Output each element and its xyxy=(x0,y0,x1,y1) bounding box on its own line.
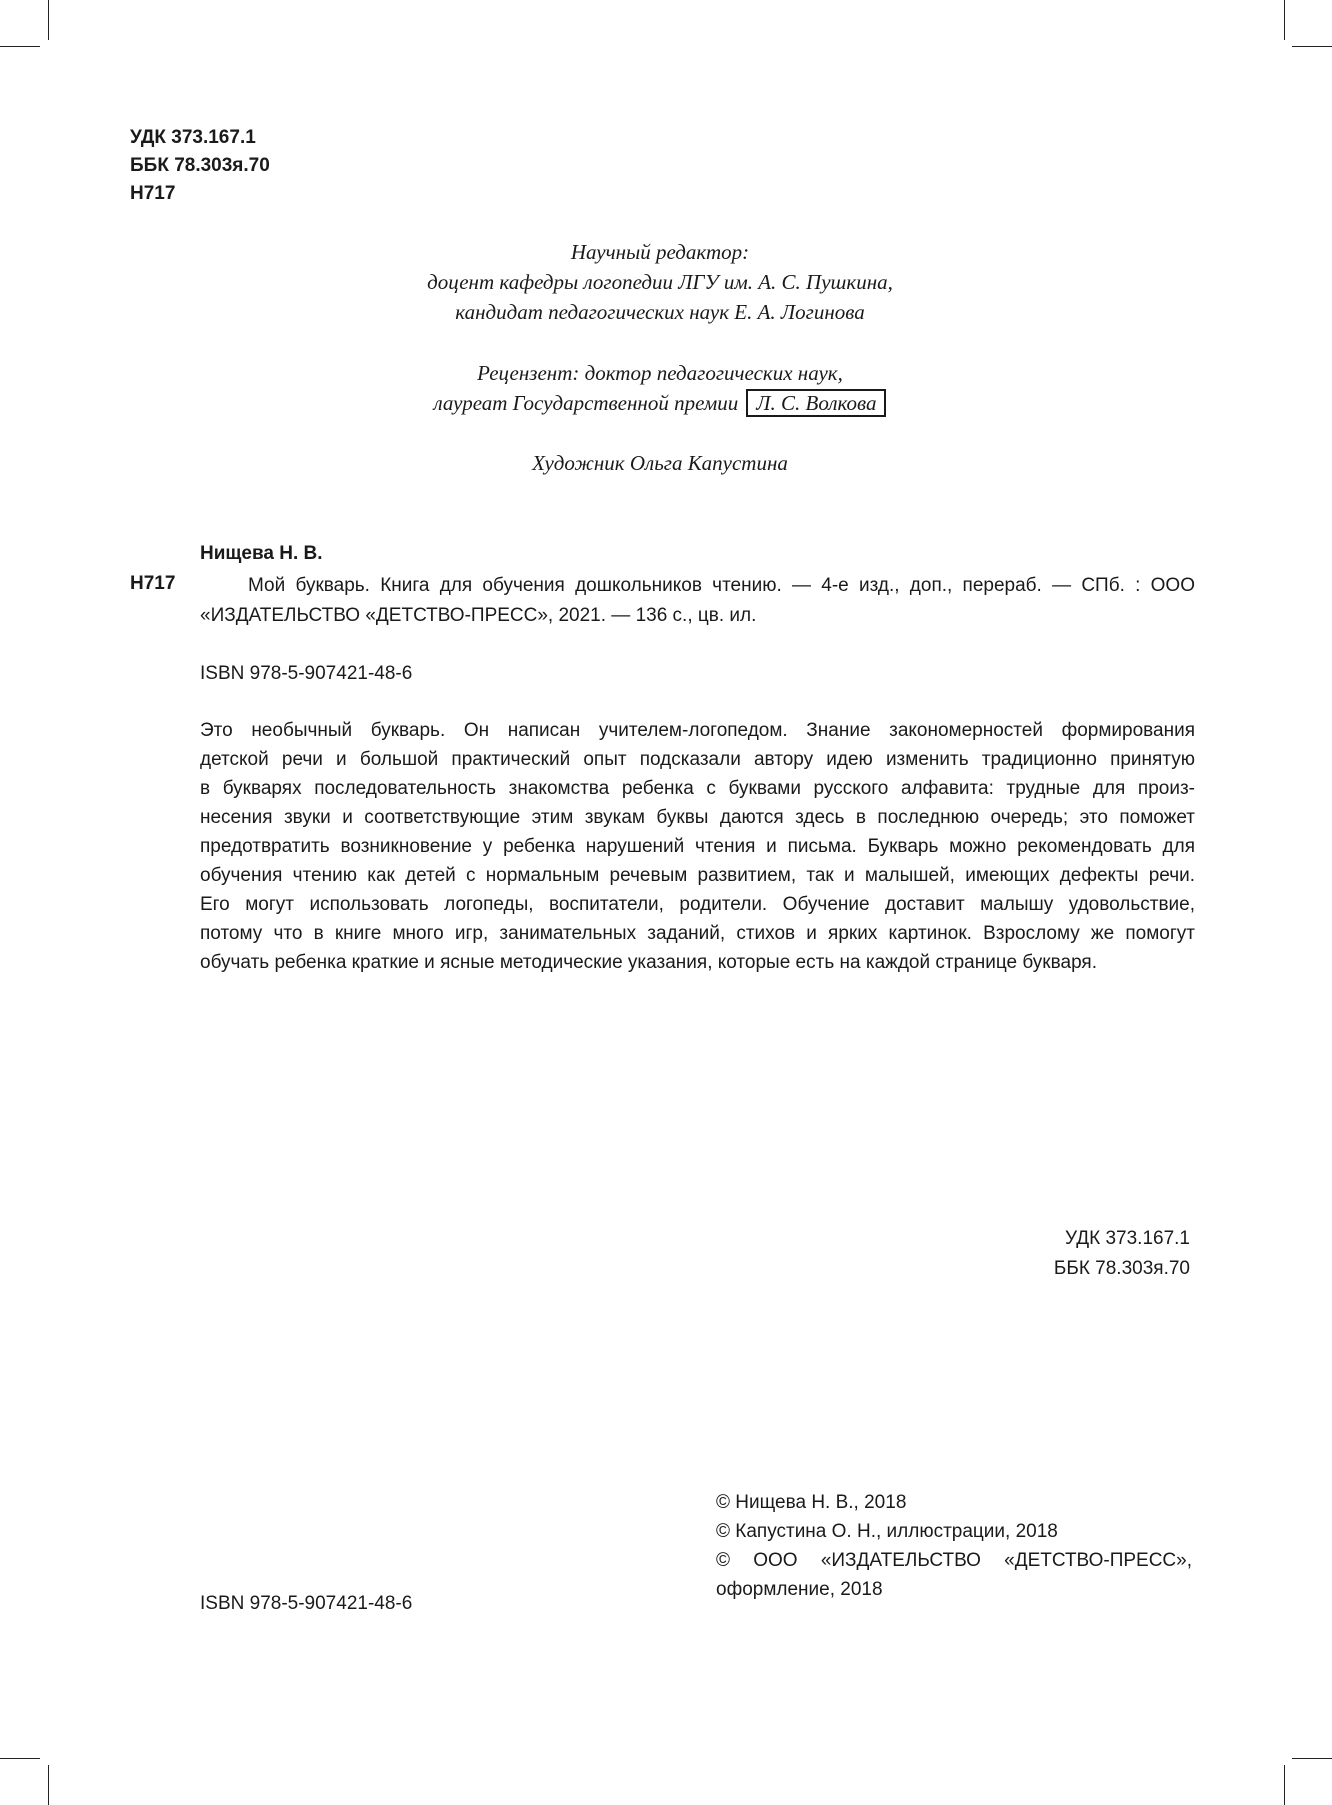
bib-description xyxy=(200,571,1195,631)
reviewer-title: лауреат Государственной премии xyxy=(433,391,739,415)
crop-mark xyxy=(0,1758,40,1759)
bib-line: «ИЗДАТЕЛЬСТВО «ДЕТСТВО-ПРЕСС», 2021. — 136 с., цв. ил. xyxy=(200,605,757,626)
author-mark: Н717 xyxy=(130,183,176,204)
artist-credit xyxy=(300,448,1020,478)
artist-line: Художник Ольга Капустина xyxy=(532,451,788,475)
annotation-line: потому что в книге много игр, занимательных заданий, стихов и ярких картинок. Взрослому же помогут xyxy=(200,923,1195,944)
editor-line: доцент кафедры логопедии ЛГУ им. А. С. Пушкина, xyxy=(427,270,893,294)
annotation-line: несения звуки и соответствующие этим звукам буквы даются здесь в последнюю очередь; это поможет xyxy=(200,807,1195,828)
annotation xyxy=(200,716,1195,977)
reviewer-line: Рецензент: доктор педагогических наук, xyxy=(477,361,843,385)
reviewer-line xyxy=(300,388,1020,418)
classification-codes-top xyxy=(130,124,270,208)
udk-code: УДК 373.167.1 xyxy=(1065,1228,1190,1249)
classification-codes-right xyxy=(1054,1224,1190,1284)
crop-mark xyxy=(1284,1765,1285,1805)
copyright-line: © Капустина О. Н., иллюстрации, 2018 xyxy=(716,1521,1058,1542)
reviewer-name-box: Л. С. Волкова xyxy=(746,389,886,417)
crop-mark xyxy=(1292,1758,1332,1759)
bib-author: Нищева Н. В. xyxy=(200,543,323,564)
editor-credits xyxy=(300,237,1020,327)
copyright-line: © Нищева Н. В., 2018 xyxy=(716,1492,907,1513)
bib-author-mark: Н717 xyxy=(130,573,176,594)
annotation-line: Это необычный букварь. Он написан учителем-логопедом. Знание закономерностей формирования xyxy=(200,720,1195,741)
bbk-code: ББК 78.303я.70 xyxy=(130,155,270,176)
annotation-line: Его могут использовать логопеды, воспитатели, родители. Обучение доставит малышу удовольствие, xyxy=(200,894,1195,915)
copyright-line: оформление, 2018 xyxy=(716,1579,883,1600)
copyright-block xyxy=(716,1488,1192,1604)
copyright-line: © ООО «ИЗДАТЕЛЬСТВО «ДЕТСТВО-ПРЕСС», xyxy=(716,1550,1192,1571)
annotation-line: в букварях последовательность знакомства ребенка с буквами русского алфавита: трудные для произ- xyxy=(200,778,1195,799)
isbn-bottom: ISBN 978-5-907421-48-6 xyxy=(200,1593,413,1614)
crop-mark xyxy=(1284,0,1285,40)
bib-line: Мой букварь. Книга для обучения дошкольников чтению. — 4-е изд., доп., перераб. — СПб. : ООО xyxy=(248,575,1195,596)
annotation-line: обучения чтению как детей с нормальным речевым развитием, так и малышей, имеющих дефекты речи. xyxy=(200,865,1195,886)
editor-label: Научный редактор: xyxy=(570,240,750,264)
crop-mark xyxy=(0,46,40,47)
crop-mark xyxy=(48,0,49,40)
isbn-top: ISBN 978-5-907421-48-6 xyxy=(200,663,413,684)
crop-mark xyxy=(48,1765,49,1805)
annotation-line: обучать ребенка краткие и ясные методические указания, которые есть на каждой странице букваря. xyxy=(200,952,1097,973)
annotation-line: предотвратить возникновение у ребенка нарушений чтения и письма. Букварь можно рекомендовать для xyxy=(200,836,1195,857)
annotation-line: детской речи и большой практический опыт подсказали автору идею изменить традиционно принятую xyxy=(200,749,1195,770)
udk-code: УДК 373.167.1 xyxy=(130,127,256,148)
reviewer-credits xyxy=(300,358,1020,418)
editor-line: кандидат педагогических наук Е. А. Логинова xyxy=(455,300,865,324)
crop-mark xyxy=(1292,46,1332,47)
bbk-code: ББК 78.303я.70 xyxy=(1053,1258,1190,1279)
